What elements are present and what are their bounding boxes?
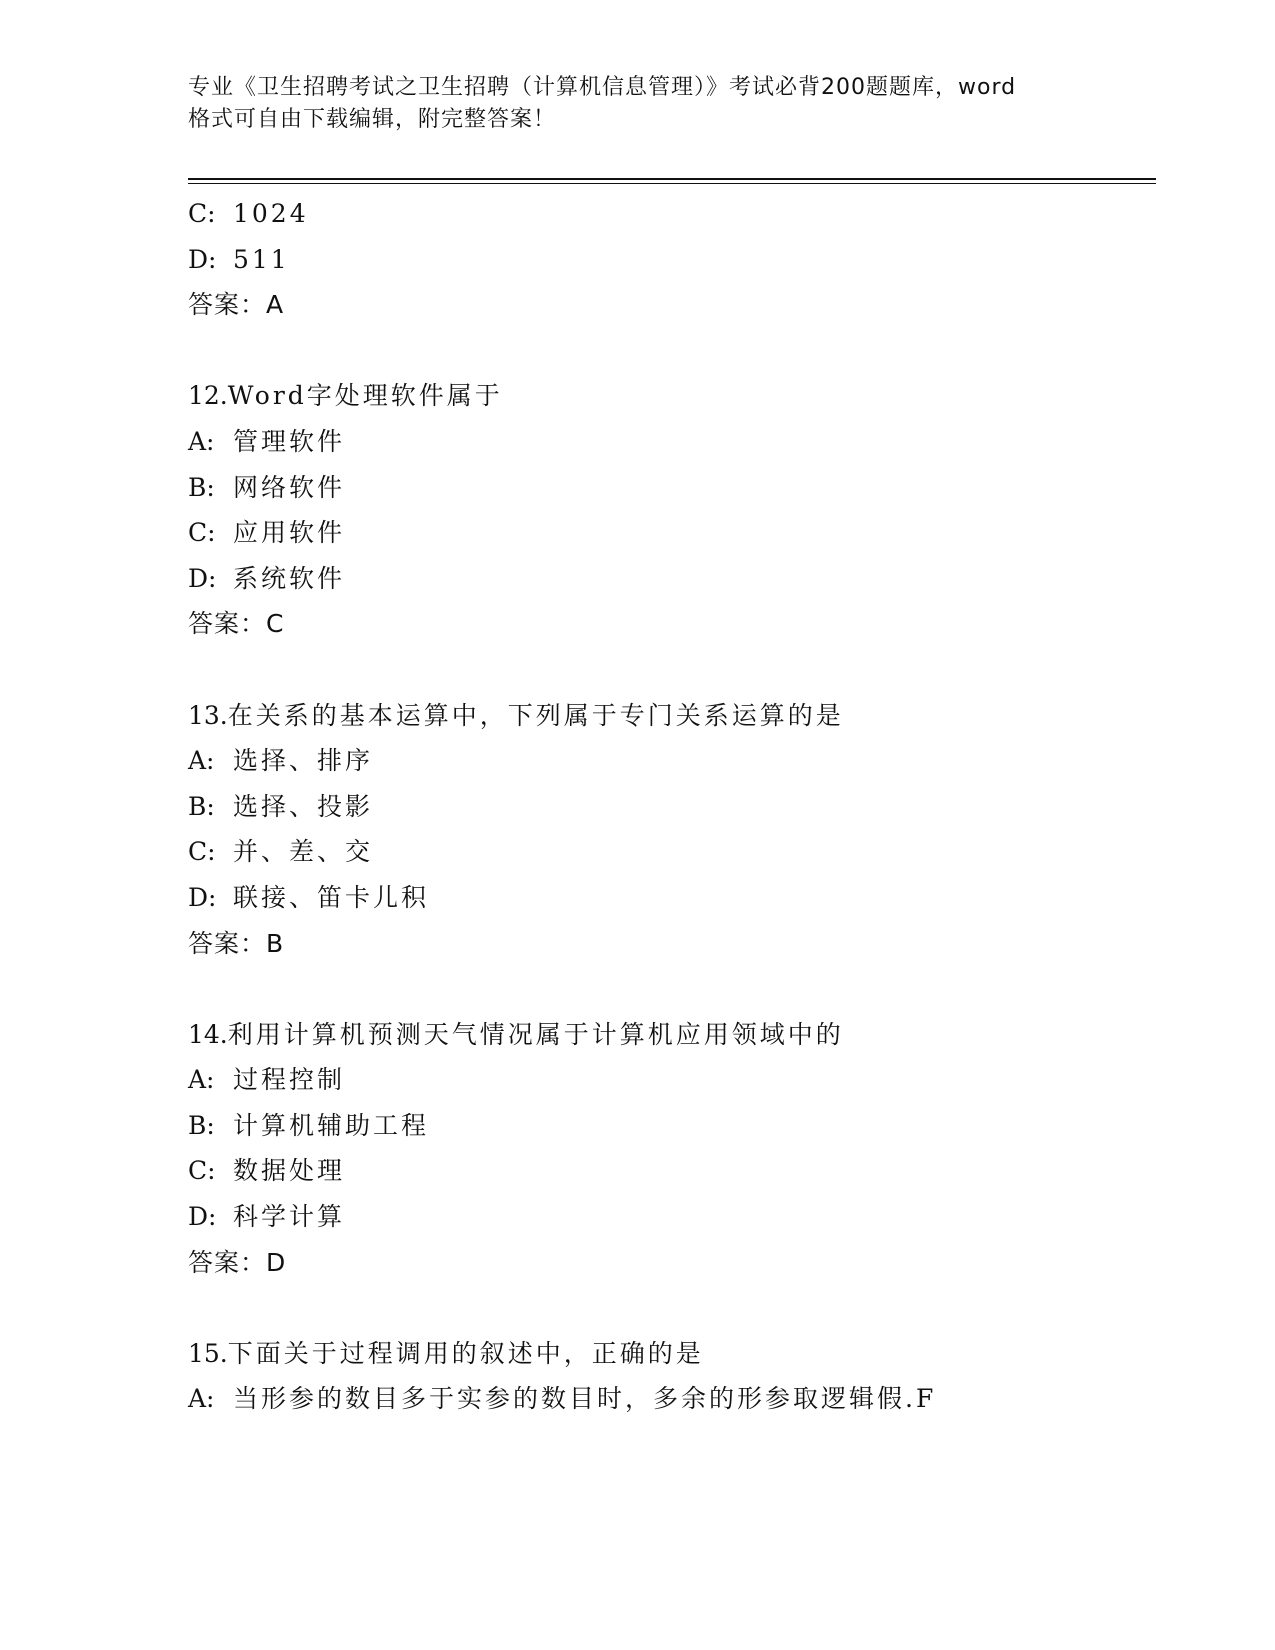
header-rule-thick bbox=[188, 178, 1156, 180]
option-text: 科学计算 bbox=[233, 1202, 346, 1232]
option-c: C: 并、差、交 bbox=[188, 837, 374, 867]
answer-line: 答案：C bbox=[188, 609, 285, 639]
option-d: D: 系统软件 bbox=[188, 563, 346, 593]
option-a: A: 管理软件 bbox=[188, 426, 346, 456]
question-14 bbox=[188, 1012, 1156, 1286]
option-text: 并、差、交 bbox=[233, 837, 374, 867]
answer-line: 答案：A bbox=[188, 290, 285, 320]
option-d: D: 511 bbox=[188, 244, 290, 274]
question-number: 13. bbox=[188, 700, 228, 730]
question-15 bbox=[188, 1331, 1156, 1422]
header-line-2: 格式可自由下载编辑，附完整答案！ bbox=[188, 107, 557, 132]
question-stem bbox=[188, 693, 1156, 739]
option-c: C: 数据处理 bbox=[188, 1156, 346, 1186]
option-text: 计算机辅助工程 bbox=[233, 1110, 430, 1140]
question-spacer bbox=[188, 328, 1156, 374]
question-list bbox=[188, 191, 1156, 1422]
option-text: 选择、投影 bbox=[233, 791, 374, 821]
option-text: 数据处理 bbox=[233, 1156, 346, 1186]
question-number: 15. bbox=[188, 1338, 228, 1368]
option-text: 当形参的数目多于实参的数目时，多余的形参取逻辑假.F bbox=[233, 1384, 937, 1414]
option-text: 过程控制 bbox=[233, 1065, 346, 1095]
option-text: 管理软件 bbox=[233, 426, 346, 456]
question-number: 12. bbox=[188, 381, 228, 411]
question-13 bbox=[188, 693, 1156, 967]
option-b: B: 选择、投影 bbox=[188, 791, 374, 821]
header-rule-thin bbox=[188, 183, 1156, 184]
option-text: 系统软件 bbox=[233, 563, 346, 593]
header-line-1: 专业《卫生招聘考试之卫生招聘（计算机信息管理）》考试必背200题题库，word bbox=[188, 75, 1017, 100]
option-text: 网络软件 bbox=[233, 472, 346, 502]
option-b: B: 网络软件 bbox=[188, 472, 346, 502]
question-spacer bbox=[188, 966, 1156, 1012]
option-a: A: 选择、排序 bbox=[188, 746, 374, 776]
question-text: 下面关于过程调用的叙述中，正确的是 bbox=[227, 1338, 704, 1368]
option-d: D: 联接、笛卡儿积 bbox=[188, 882, 430, 912]
question-11-tail bbox=[188, 191, 1156, 328]
option-text: 1024 bbox=[233, 199, 309, 228]
option-text: 联接、笛卡儿积 bbox=[233, 882, 430, 912]
option-c: C: 应用软件 bbox=[188, 518, 346, 548]
option-text: 应用软件 bbox=[233, 518, 346, 548]
question-stem bbox=[188, 373, 1156, 419]
question-stem bbox=[188, 1331, 1156, 1377]
option-a: A: 过程控制 bbox=[188, 1065, 346, 1095]
question-12 bbox=[188, 373, 1156, 647]
question-spacer bbox=[188, 647, 1156, 693]
question-spacer bbox=[188, 1285, 1156, 1331]
question-text: Word字处理软件属于 bbox=[227, 381, 503, 411]
option-d: D: 科学计算 bbox=[188, 1202, 346, 1232]
question-number: 14. bbox=[188, 1019, 228, 1049]
answer-line: 答案：B bbox=[188, 928, 285, 958]
question-stem bbox=[188, 1012, 1156, 1058]
option-text: 选择、排序 bbox=[233, 746, 374, 776]
option-c: C: 1024 bbox=[188, 199, 309, 228]
option-text: 511 bbox=[233, 244, 290, 274]
document-header bbox=[188, 72, 1088, 136]
question-text: 利用计算机预测天气情况属于计算机应用领域中的 bbox=[227, 1019, 844, 1049]
question-text: 在关系的基本运算中，下列属于专门关系运算的是 bbox=[227, 700, 844, 730]
answer-line: 答案：D bbox=[188, 1247, 287, 1277]
option-b: B: 计算机辅助工程 bbox=[188, 1110, 430, 1140]
option-a: A: 当形参的数目多于实参的数目时，多余的形参取逻辑假.F bbox=[188, 1384, 937, 1414]
